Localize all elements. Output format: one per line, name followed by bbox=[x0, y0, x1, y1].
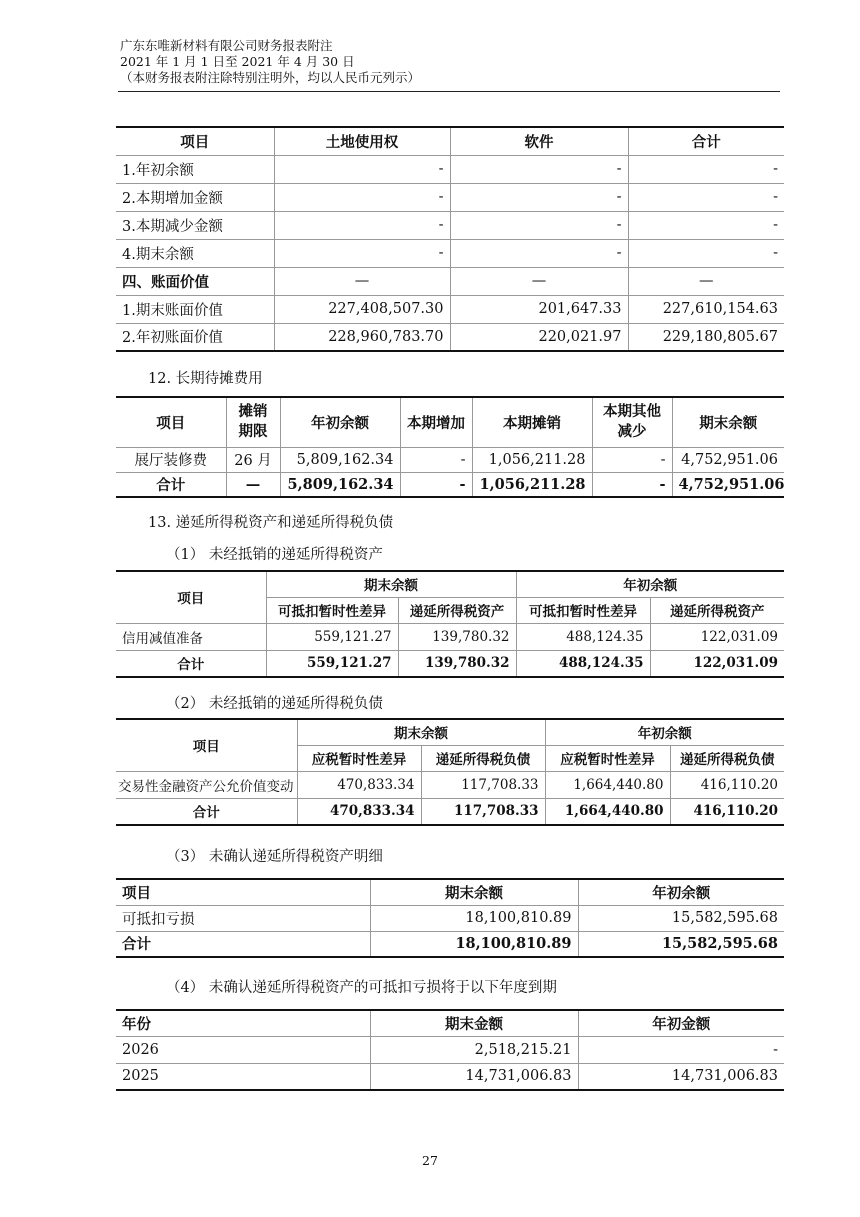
section-12-title: 12. 长期待摊费用 bbox=[148, 371, 263, 387]
cell-value: 5,809,162.34 bbox=[280, 472, 400, 497]
cell-value: 201,647.33 bbox=[450, 295, 628, 323]
header-cell: 软件 bbox=[450, 127, 628, 155]
cell-value: - bbox=[274, 183, 450, 211]
header-cell: 期末金额 bbox=[370, 1010, 578, 1036]
table-row bbox=[116, 447, 784, 472]
table-row bbox=[116, 905, 784, 931]
table-row bbox=[116, 771, 784, 798]
table-row bbox=[116, 650, 784, 677]
cell-value: 15,582,595.68 bbox=[578, 905, 784, 931]
cell-value: - bbox=[450, 211, 628, 239]
row-label: 四、账面价值 bbox=[116, 267, 274, 295]
cell-value: 14,731,006.83 bbox=[578, 1063, 784, 1090]
table-row bbox=[116, 295, 784, 323]
cell-value: 470,833.34 bbox=[297, 771, 421, 798]
cell-value: - bbox=[400, 472, 472, 497]
header-cell: 期末余额 bbox=[672, 397, 784, 447]
cell-value: - bbox=[274, 239, 450, 267]
table-row bbox=[116, 1063, 784, 1090]
cell-value: - bbox=[628, 155, 784, 183]
table-row bbox=[116, 183, 784, 211]
cell-value: - bbox=[450, 239, 628, 267]
table-row bbox=[116, 472, 784, 497]
cell-value: 4,752,951.06 bbox=[672, 472, 784, 497]
row-label: 展厅装修费 bbox=[116, 447, 226, 472]
cell-value: 227,610,154.63 bbox=[628, 295, 784, 323]
cell-value: 18,100,810.89 bbox=[370, 905, 578, 931]
cell-value: 1,664,440.80 bbox=[545, 771, 670, 798]
intangible-assets-table bbox=[116, 126, 784, 352]
cell-value: 26 月 bbox=[226, 447, 280, 472]
cell-value: 4,752,951.06 bbox=[672, 447, 784, 472]
table-row bbox=[116, 211, 784, 239]
header-group-begin: 年初余额 bbox=[545, 719, 784, 745]
cell-value: 229,180,805.67 bbox=[628, 323, 784, 351]
header-company: 广东东唯新材料有限公司财务报表附注 bbox=[120, 38, 333, 53]
row-label: 合计 bbox=[116, 931, 370, 957]
cell-value: 122,031.09 bbox=[650, 623, 784, 650]
row-label: 信用减值准备 bbox=[116, 623, 266, 650]
cell-value: - bbox=[578, 1036, 784, 1063]
header-cell: 项目 bbox=[116, 719, 297, 771]
table-row bbox=[116, 323, 784, 351]
header-cell: 年初余额 bbox=[578, 879, 784, 905]
row-label: 合计 bbox=[116, 798, 297, 825]
header-group-end: 期末余额 bbox=[266, 571, 516, 597]
cell-value: 228,960,783.70 bbox=[274, 323, 450, 351]
header-group-end: 期末余额 bbox=[297, 719, 545, 745]
page-header bbox=[120, 38, 780, 86]
table-row bbox=[116, 931, 784, 957]
header-group-begin: 年初余额 bbox=[516, 571, 784, 597]
page-number: 27 bbox=[422, 1153, 438, 1168]
cell-value: 5,809,162.34 bbox=[280, 447, 400, 472]
header-cell: 项目 bbox=[116, 571, 266, 623]
cell-value: — bbox=[226, 472, 280, 497]
sub1-title: （1） 未经抵销的递延所得税资产 bbox=[166, 547, 383, 563]
row-label: 合计 bbox=[116, 650, 266, 677]
cell-value: - bbox=[592, 447, 672, 472]
header-cell: 可抵扣暂时性差异 bbox=[516, 597, 650, 623]
header-cell: 递延所得税负债 bbox=[670, 745, 784, 771]
header-cell: 土地使用权 bbox=[274, 127, 450, 155]
row-label: 3.本期减少金额 bbox=[116, 211, 274, 239]
header-cell: 年初余额 bbox=[280, 397, 400, 447]
cell-value: 139,780.32 bbox=[398, 623, 516, 650]
header-cell: 递延所得税资产 bbox=[650, 597, 784, 623]
header-rule bbox=[118, 91, 780, 92]
cell-value: - bbox=[628, 211, 784, 239]
header-cell: 可抵扣暂时性差异 bbox=[266, 597, 398, 623]
header-cell: 应税暂时性差异 bbox=[545, 745, 670, 771]
header-cell: 递延所得税负债 bbox=[421, 745, 545, 771]
row-label: 2.年初账面价值 bbox=[116, 323, 274, 351]
cell-value: - bbox=[400, 447, 472, 472]
cell-value: 470,833.34 bbox=[297, 798, 421, 825]
header-cell: 本期其他减少 bbox=[592, 397, 672, 447]
table-row bbox=[116, 798, 784, 825]
cell-value: - bbox=[628, 239, 784, 267]
cell-value: — bbox=[274, 267, 450, 295]
cell-value: — bbox=[628, 267, 784, 295]
row-label: 1.年初余额 bbox=[116, 155, 274, 183]
header-cell: 期末余额 bbox=[370, 879, 578, 905]
cell-value: 1,056,211.28 bbox=[472, 472, 592, 497]
row-label: 2025 bbox=[116, 1063, 370, 1090]
unrecognized-dta-table bbox=[116, 878, 784, 958]
cell-value: 1,664,440.80 bbox=[545, 798, 670, 825]
cell-value: — bbox=[450, 267, 628, 295]
cell-value: 15,582,595.68 bbox=[578, 931, 784, 957]
deferred-tax-liabilities-table bbox=[116, 718, 784, 826]
table-row bbox=[116, 155, 784, 183]
cell-value: 227,408,507.30 bbox=[274, 295, 450, 323]
header-cell: 项目 bbox=[116, 397, 226, 447]
row-label: 2026 bbox=[116, 1036, 370, 1063]
cell-value: 559,121.27 bbox=[266, 623, 398, 650]
cell-value: 122,031.09 bbox=[650, 650, 784, 677]
header-note: （本财务报表附注除特别注明外，均以人民币元列示） bbox=[120, 70, 421, 85]
header-cell: 递延所得税资产 bbox=[398, 597, 516, 623]
header-cell: 项目 bbox=[116, 127, 274, 155]
cell-value: 488,124.35 bbox=[516, 650, 650, 677]
loss-expiry-table bbox=[116, 1009, 784, 1091]
row-label: 合计 bbox=[116, 472, 226, 497]
header-cell: 应税暂时性差异 bbox=[297, 745, 421, 771]
header-cell: 合计 bbox=[628, 127, 784, 155]
section-13-title: 13. 递延所得税资产和递延所得税负债 bbox=[148, 515, 394, 531]
header-cell: 摊销期限 bbox=[226, 397, 280, 447]
header-cell: 本期增加 bbox=[400, 397, 472, 447]
cell-value: 18,100,810.89 bbox=[370, 931, 578, 957]
cell-value: - bbox=[592, 472, 672, 497]
cell-value: 416,110.20 bbox=[670, 771, 784, 798]
cell-value: 559,121.27 bbox=[266, 650, 398, 677]
table-row bbox=[116, 1036, 784, 1063]
table-row bbox=[116, 239, 784, 267]
cell-value: - bbox=[450, 155, 628, 183]
header-cell: 本期摊销 bbox=[472, 397, 592, 447]
sub4-title: （4） 未确认递延所得税资产的可抵扣亏损将于以下年度到期 bbox=[166, 980, 557, 996]
cell-value: 117,708.33 bbox=[421, 771, 545, 798]
row-label: 4.期末余额 bbox=[116, 239, 274, 267]
cell-value: - bbox=[274, 155, 450, 183]
cell-value: 2,518,215.21 bbox=[370, 1036, 578, 1063]
header-period: 2021 年 1 月 1 日至 2021 年 4 月 30 日 bbox=[120, 54, 355, 69]
cell-value: 117,708.33 bbox=[421, 798, 545, 825]
row-label: 2.本期增加金额 bbox=[116, 183, 274, 211]
row-label: 交易性金融资产公允价值变动 bbox=[116, 771, 297, 798]
cell-value: 1,056,211.28 bbox=[472, 447, 592, 472]
row-label: 1.期末账面价值 bbox=[116, 295, 274, 323]
header-cell: 年份 bbox=[116, 1010, 370, 1036]
cell-value: - bbox=[274, 211, 450, 239]
cell-value: 220,021.97 bbox=[450, 323, 628, 351]
cell-value: - bbox=[628, 183, 784, 211]
long-term-prepaid-table bbox=[116, 396, 784, 498]
row-label: 可抵扣亏损 bbox=[116, 905, 370, 931]
table-row bbox=[116, 267, 784, 295]
sub3-title: （3） 未确认递延所得税资产明细 bbox=[166, 849, 383, 865]
cell-value: - bbox=[450, 183, 628, 211]
header-cell: 项目 bbox=[116, 879, 370, 905]
cell-value: 488,124.35 bbox=[516, 623, 650, 650]
cell-value: 14,731,006.83 bbox=[370, 1063, 578, 1090]
table-row bbox=[116, 623, 784, 650]
header-cell: 年初金额 bbox=[578, 1010, 784, 1036]
cell-value: 416,110.20 bbox=[670, 798, 784, 825]
cell-value: 139,780.32 bbox=[398, 650, 516, 677]
sub2-title: （2） 未经抵销的递延所得税负债 bbox=[166, 696, 383, 712]
deferred-tax-assets-table bbox=[116, 570, 784, 678]
